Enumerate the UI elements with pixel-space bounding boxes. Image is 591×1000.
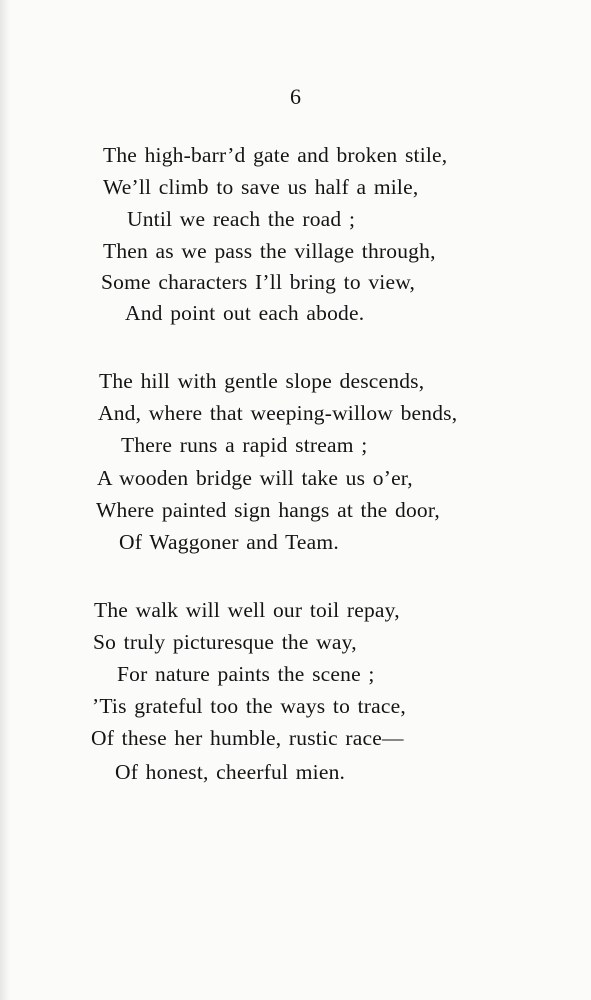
poem-line: And, where that weeping-willow bends, <box>98 401 458 425</box>
poem-line: So truly picturesque the way, <box>93 630 357 654</box>
poem-line: Some characters I’ll bring to view, <box>101 270 416 294</box>
poem-line: ’Tis grateful too the ways to trace, <box>92 694 406 718</box>
poem-line: There runs a rapid stream ; <box>121 433 368 457</box>
poem-line: The walk will well our toil repay, <box>94 598 400 622</box>
poem-line: Of these her humble, rustic race— <box>91 726 404 750</box>
poem-line: For nature paints the scene ; <box>117 662 375 686</box>
poem-line: And point out each abode. <box>125 301 365 325</box>
page-edge-shadow <box>0 0 10 1000</box>
poem-line: The high-barr’d gate and broken stile, <box>103 143 448 167</box>
poem-line: The hill with gentle slope descends, <box>99 369 425 393</box>
poem-line: Until we reach the road ; <box>127 207 356 231</box>
poem-line: Then as we pass the village through, <box>103 239 436 263</box>
poem-line: We’ll climb to save us half a mile, <box>103 175 419 199</box>
poem-line: A wooden bridge will take us o’er, <box>97 466 413 490</box>
page-number: 6 <box>290 84 301 109</box>
poem-line: Where painted sign hangs at the door, <box>96 498 440 522</box>
poem-line: Of honest, cheerful mien. <box>115 760 346 784</box>
poem-line: Of Waggoner and Team. <box>119 530 339 554</box>
